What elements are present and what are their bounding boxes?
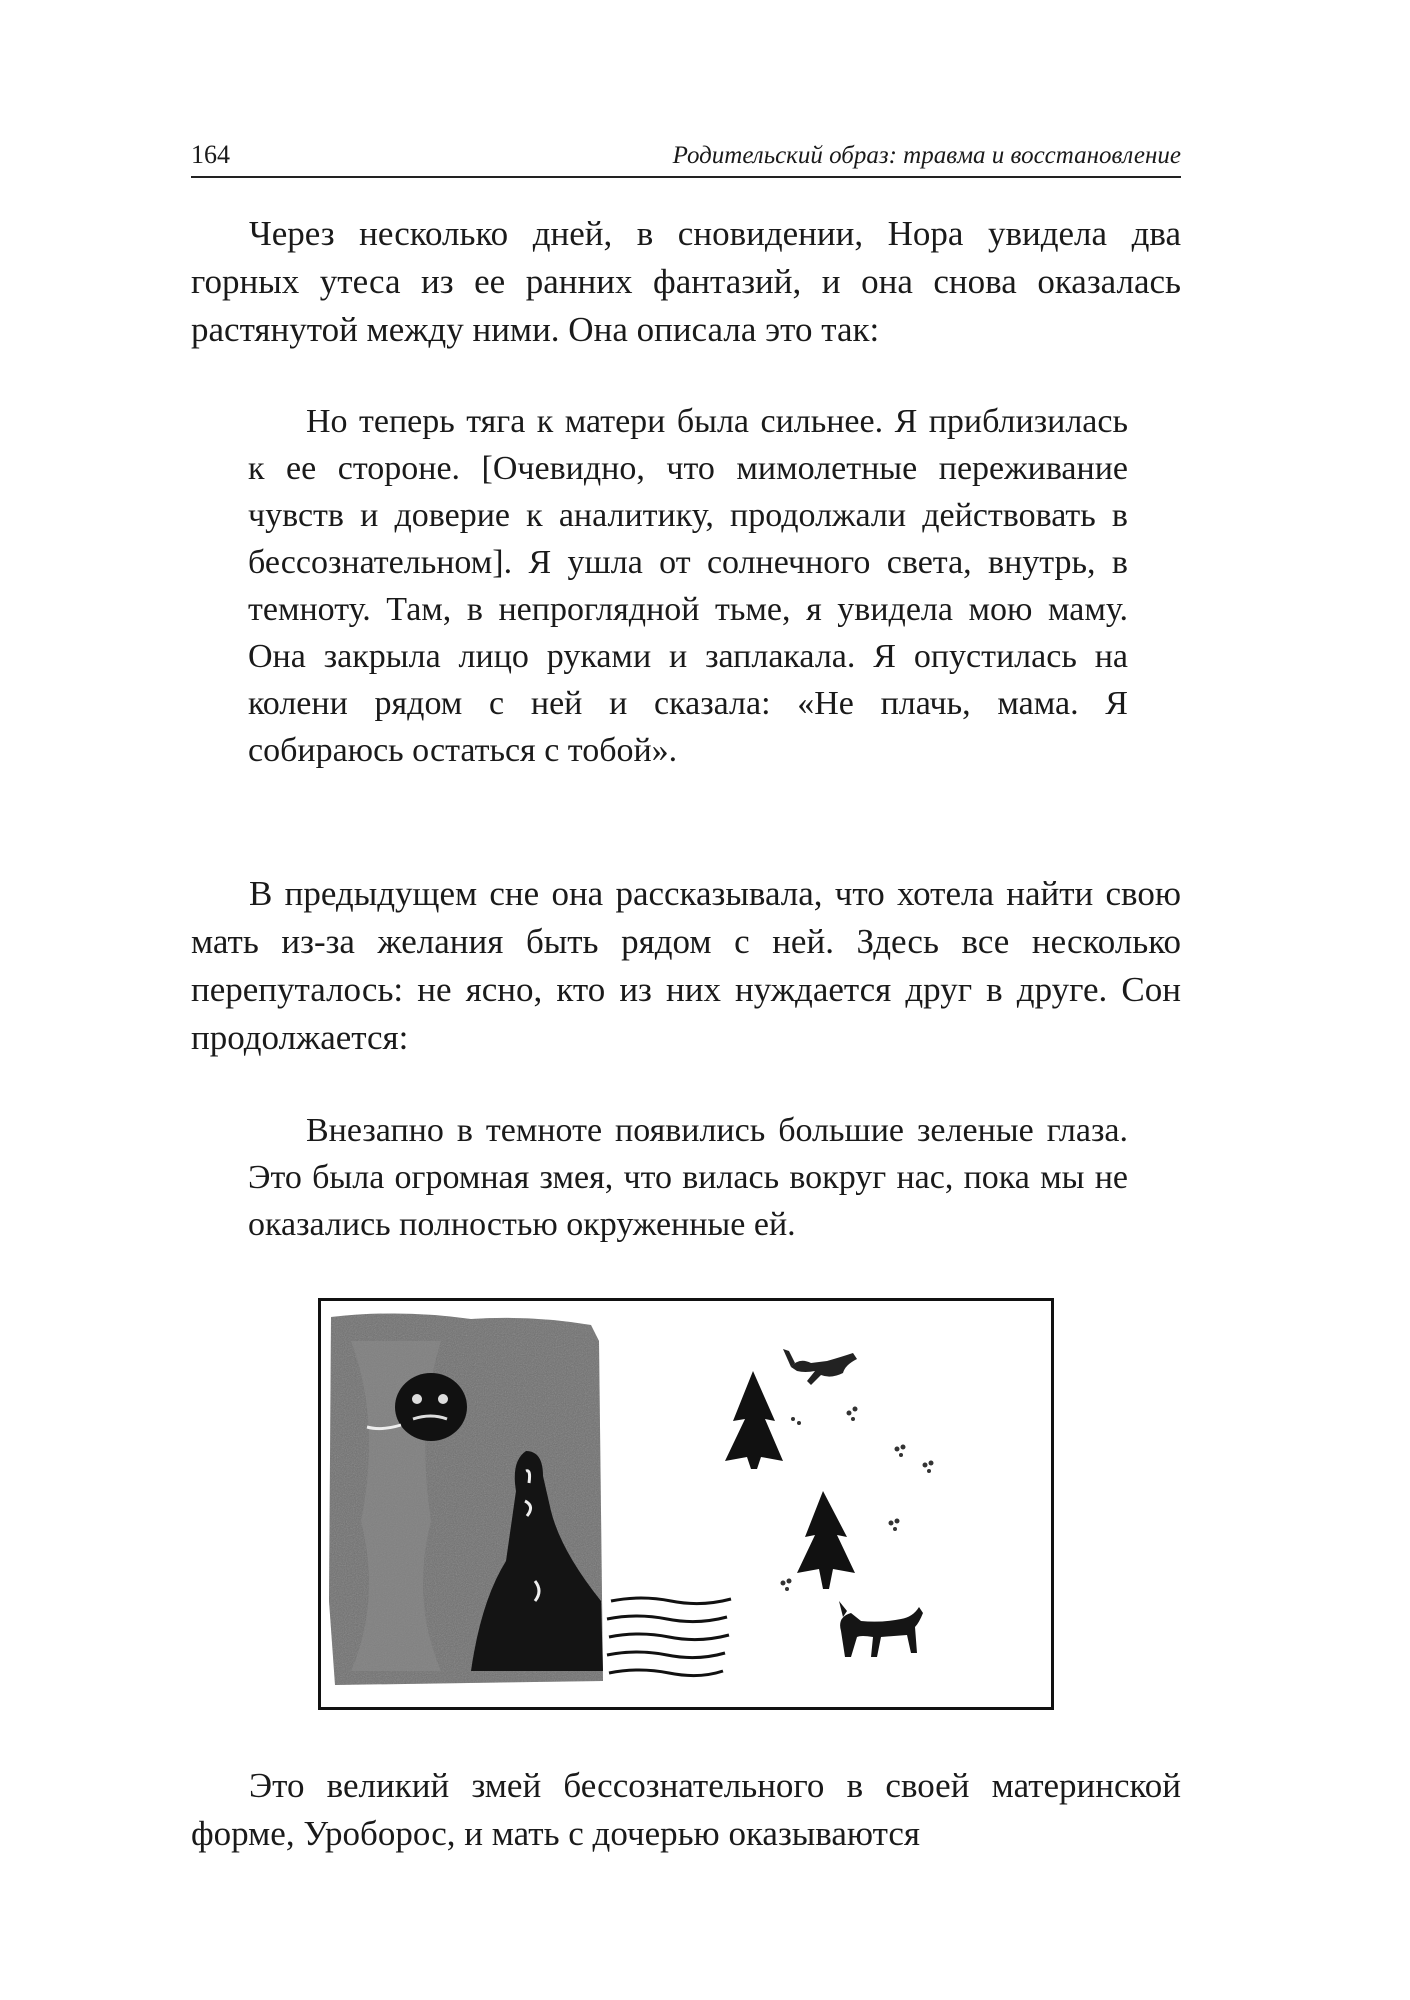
paragraph-3: Это великий змей бессознательного в своей материнской форме, Уроборос, и мать с дочерью оказываются bbox=[191, 1766, 1181, 1853]
dog bbox=[840, 1607, 923, 1657]
page-header bbox=[191, 136, 1181, 178]
hare bbox=[791, 1353, 857, 1385]
trees bbox=[725, 1371, 855, 1589]
dream-quote-2: Внезапно в темноте появились большие зеленые глаза. Это была огромная змея, что вилась вокруг нас, пока мы не оказались полностью окруженные ей. bbox=[248, 1112, 1128, 1243]
running-title: Родительский образ: травма и восстановление bbox=[672, 142, 1181, 169]
paragraph-1: Через несколько дней, в сновидении, Нора увидела два горных утеса из ее ранних фантазий, и она снова оказалась растянутой между ними. Она описала это так: bbox=[191, 214, 1181, 349]
drawing-figure bbox=[318, 1298, 1054, 1710]
snake-head bbox=[395, 1373, 467, 1441]
drawing-illustration bbox=[321, 1301, 1051, 1707]
dream-quote-1: Но теперь тяга к матери была сильнее. Я приблизилась к ее стороне. [Очевидно, что мимолетные переживание чувств и доверие к аналитику, продолжали действовать в бессознательном]. Я ушла от солнечного света, внутрь, в темноту. Там, в непроглядной тьме, я увидела мою маму. Она закрыла лицо руками и заплакала. Я опустилась на колени рядом с ней и сказала: «Не плачь, мама. Я собираюсь остаться с тобой». bbox=[248, 403, 1128, 769]
water-lines bbox=[607, 1598, 731, 1676]
page-number: 164 bbox=[191, 140, 230, 169]
paragraph-2: В предыдущем сне она рассказывала, что хотела найти свою мать из-за желания быть рядом с ней. Здесь все несколько перепуталось: не ясно, кто из них нуждается друг в друге. Сон продолжается: bbox=[191, 874, 1181, 1057]
